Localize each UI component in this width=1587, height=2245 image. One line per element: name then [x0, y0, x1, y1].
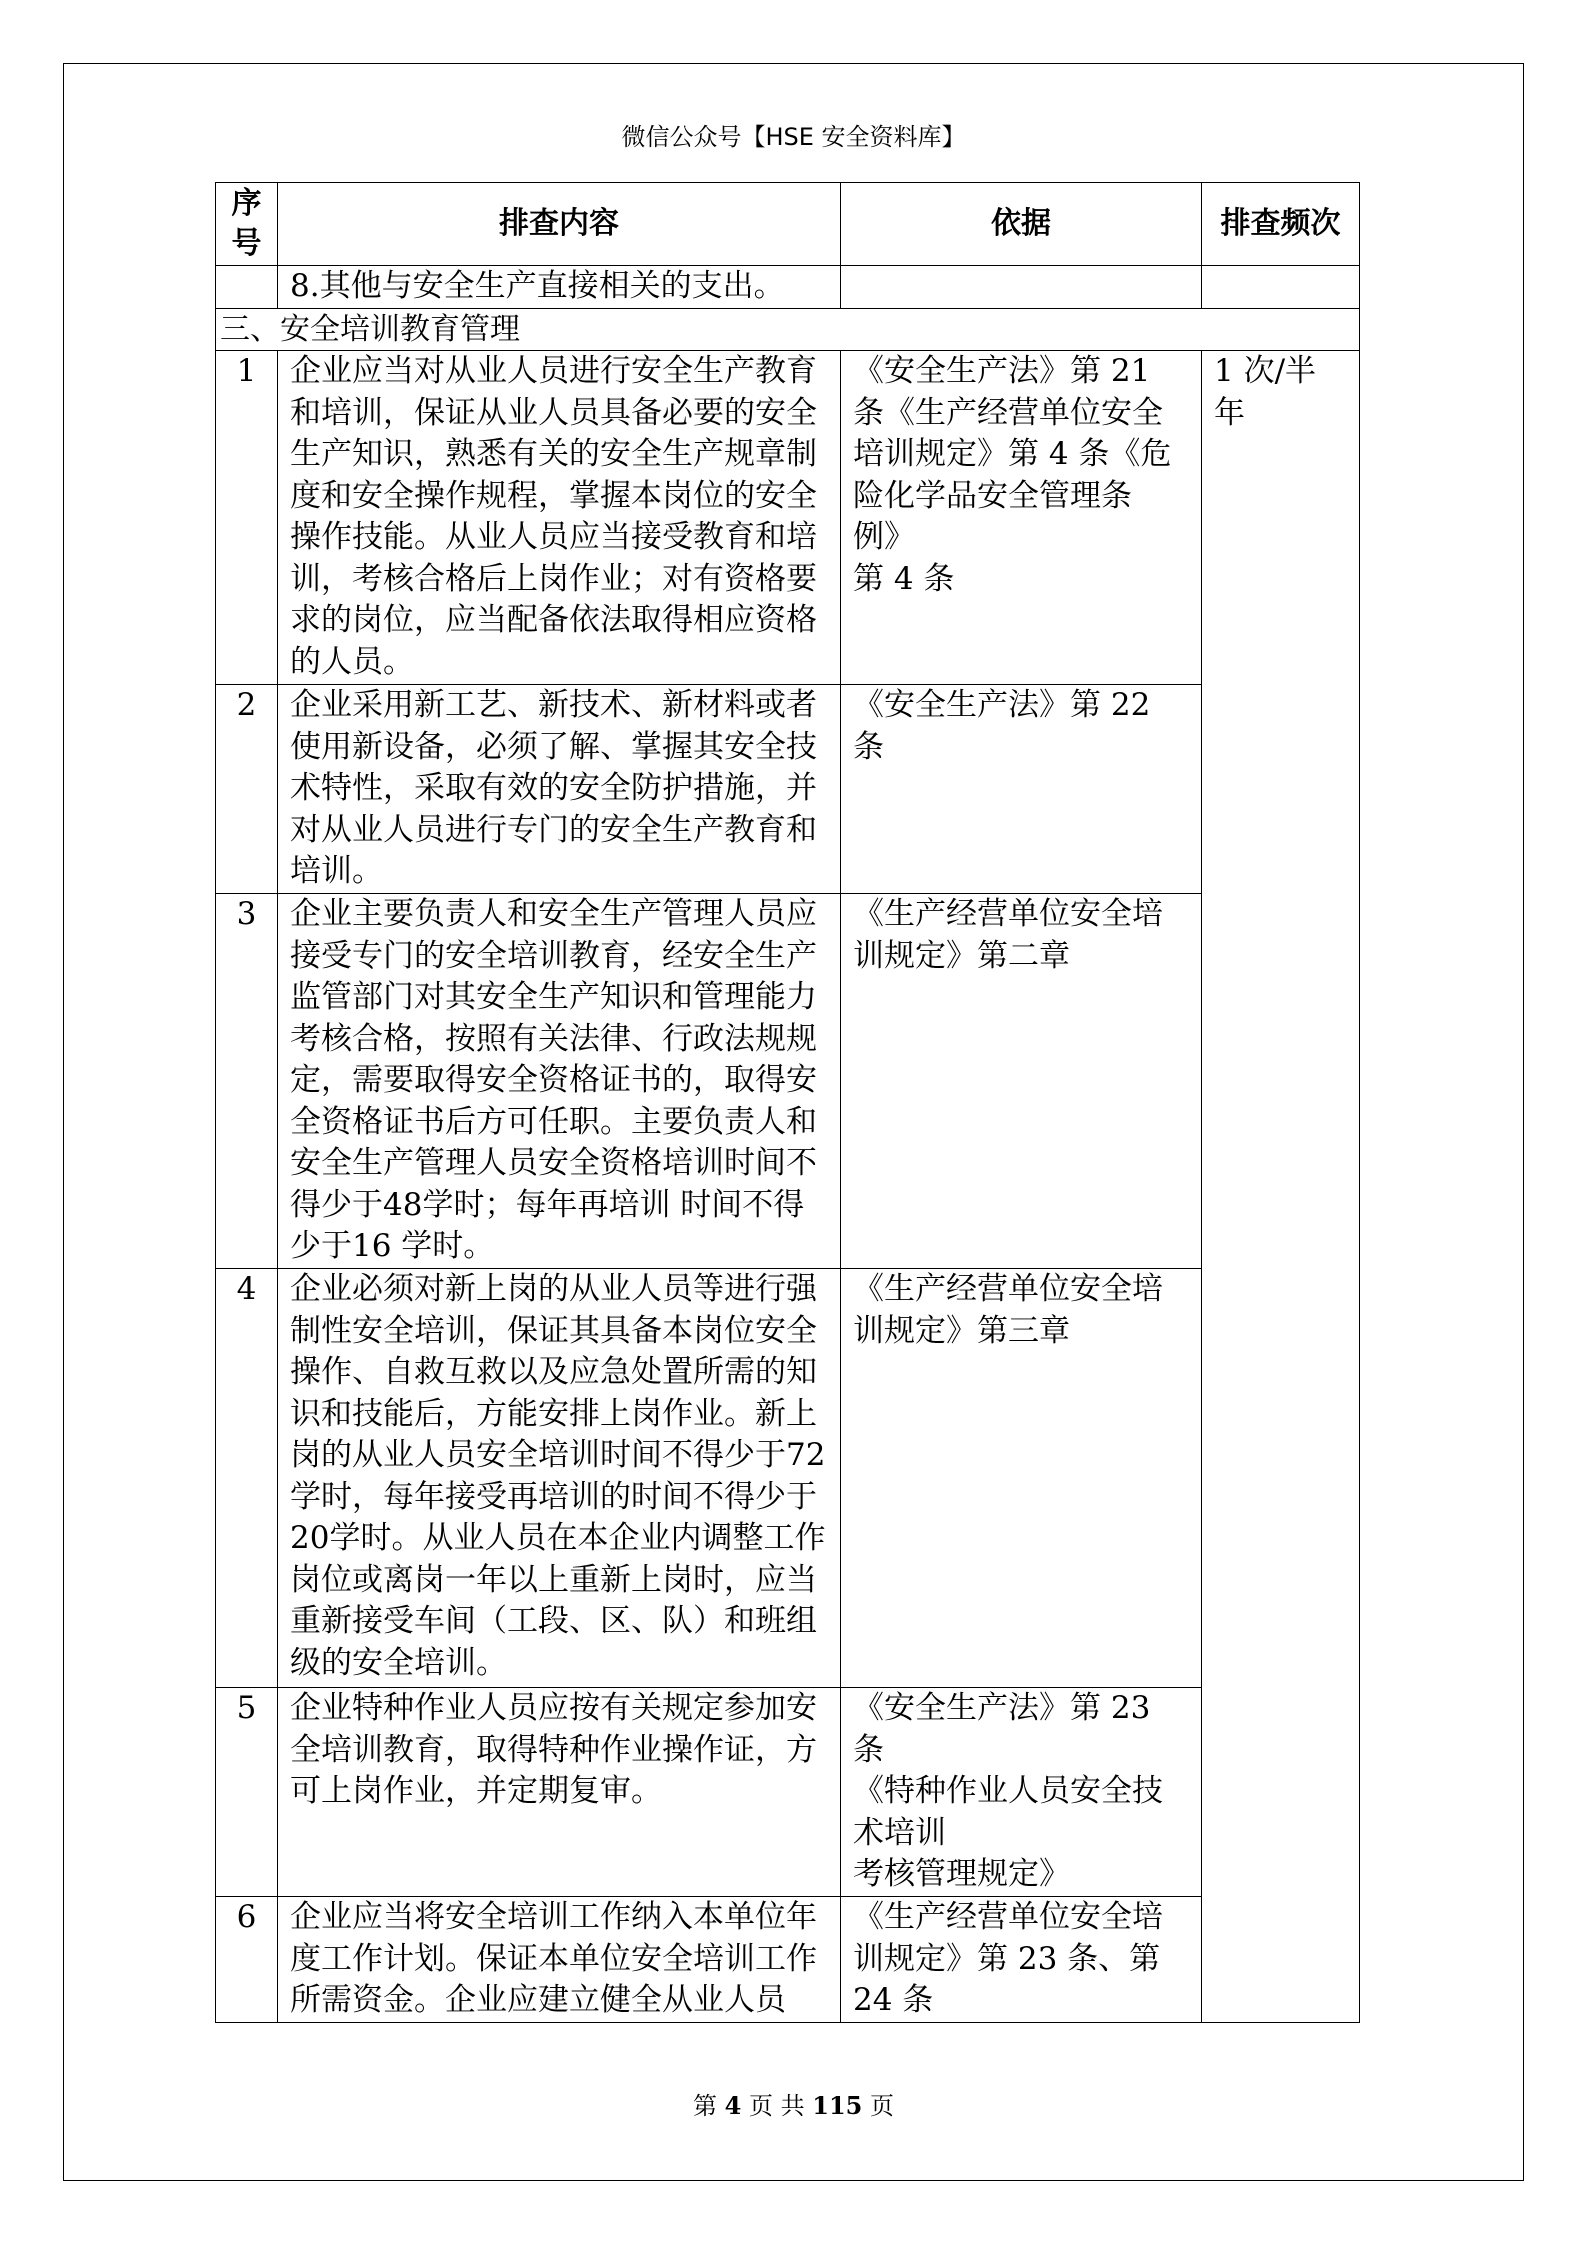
- row-content: 企业主要负责人和安全生产管理人员应接受专门的安全培训教育，经安全生产监管部门对其安全生产知识和管理能力考核合格，按照有关法律、行政法规规定，需要取得安全资格证书的，取得安全资格证书后方可任职。主要负责人和安全生产管理人员安全资格培训时间不得少于48学时；每年再培训 时间不得少于16 学时。: [278, 894, 841, 1269]
- row-basis: 《生产经营单位安全培训规定》第 23 条、第 24 条: [841, 1897, 1202, 2023]
- footer-middle: 页 共: [748, 2092, 805, 2120]
- row-content: 企业采用新工艺、新技术、新材料或者使用新设备，必须了解、掌握其安全技术特性，采取有效的安全防护措施，并对从业人员进行专门的安全生产教育和培训。: [278, 685, 841, 894]
- table-header-row: [216, 183, 1360, 266]
- row-no: 5: [216, 1688, 278, 1897]
- table-row: [216, 685, 1360, 894]
- table-row: [216, 1897, 1360, 2023]
- row-no: 4: [216, 1269, 278, 1688]
- column-header-content: 排查内容: [278, 183, 841, 266]
- row-content: 企业必须对新上岗的从业人员等进行强制性安全培训，保证其具备本岗位安全操作、自救互救以及应急处置所需的知识和技能后，方能安排上岗作业。新上岗的从业人员安全培训时间不得少于72学时，每年接受再培训的时间不得少于20学时。从业人员在本企业内调整工作岗位或离岗一年以上重新上岗时，应当重新接受车间（工段、区、队）和班组级的安全培训。: [278, 1269, 841, 1688]
- table-row: [216, 1269, 1360, 1688]
- row-no: 1: [216, 351, 278, 685]
- row-frequency: 1 次/半年: [1202, 351, 1360, 2023]
- footer-suffix: 页: [870, 2092, 894, 2120]
- footer-total-pages: 115: [812, 2091, 863, 2120]
- inspection-table: [215, 182, 1360, 2023]
- page-header: 微信公众号【HSE 安全资料库】: [621, 123, 966, 151]
- row-basis: 《生产经营单位安全培训规定》第三章: [841, 1269, 1202, 1688]
- row-basis: 《安全生产法》第 21 条《生产经营单位安全培训规定》第 4 条《危险化学品安全管理条例》 第 4 条: [841, 351, 1202, 685]
- column-header-basis: 依据: [841, 183, 1202, 266]
- row-content: 企业应当对从业人员进行安全生产教育和培训，保证从业人员具备必要的安全生产知识，熟悉有关的安全生产规章制度和安全操作规程，掌握本岗位的安全操作技能。从业人员应当接受教育和培训，考核合格后上岗作业；对有资格要求的岗位，应当配备依法取得相应资格的人员。: [278, 351, 841, 685]
- table-row: [216, 1688, 1360, 1897]
- carry-content-cell: 8.其他与安全生产直接相关的支出。: [278, 266, 841, 309]
- table-row: [216, 351, 1360, 685]
- row-basis: 《生产经营单位安全培训规定》第二章: [841, 894, 1202, 1269]
- footer-page-number: 4: [724, 2091, 742, 2120]
- row-no: 2: [216, 685, 278, 894]
- footer-prefix: 第: [692, 2092, 717, 2120]
- section-title: 三、安全培训教育管理: [216, 308, 1360, 351]
- page-footer: [0, 2086, 1587, 2121]
- column-header-frequency: 排查频次: [1202, 183, 1360, 266]
- carry-basis-cell: [841, 266, 1202, 309]
- carry-frequency-cell: [1202, 266, 1360, 309]
- row-no: 6: [216, 1897, 278, 2023]
- row-basis: 《安全生产法》第 22 条: [841, 685, 1202, 894]
- section-row: [216, 308, 1360, 351]
- carry-over-row: [216, 266, 1360, 309]
- carry-no-cell: [216, 266, 278, 309]
- row-content: 企业特种作业人员应按有关规定参加安全培训教育，取得特种作业操作证，方可上岗作业，并定期复审。: [278, 1688, 841, 1897]
- row-no: 3: [216, 894, 278, 1269]
- row-basis: 《安全生产法》第 23 条 《特种作业人员安全技术培训 考核管理规定》: [841, 1688, 1202, 1897]
- table-row: [216, 894, 1360, 1269]
- row-content: 企业应当将安全培训工作纳入本单位年度工作计划。保证本单位安全培训工作所需资金。企业应建立健全从业人员: [278, 1897, 841, 2023]
- column-header-no: 序号: [216, 183, 278, 266]
